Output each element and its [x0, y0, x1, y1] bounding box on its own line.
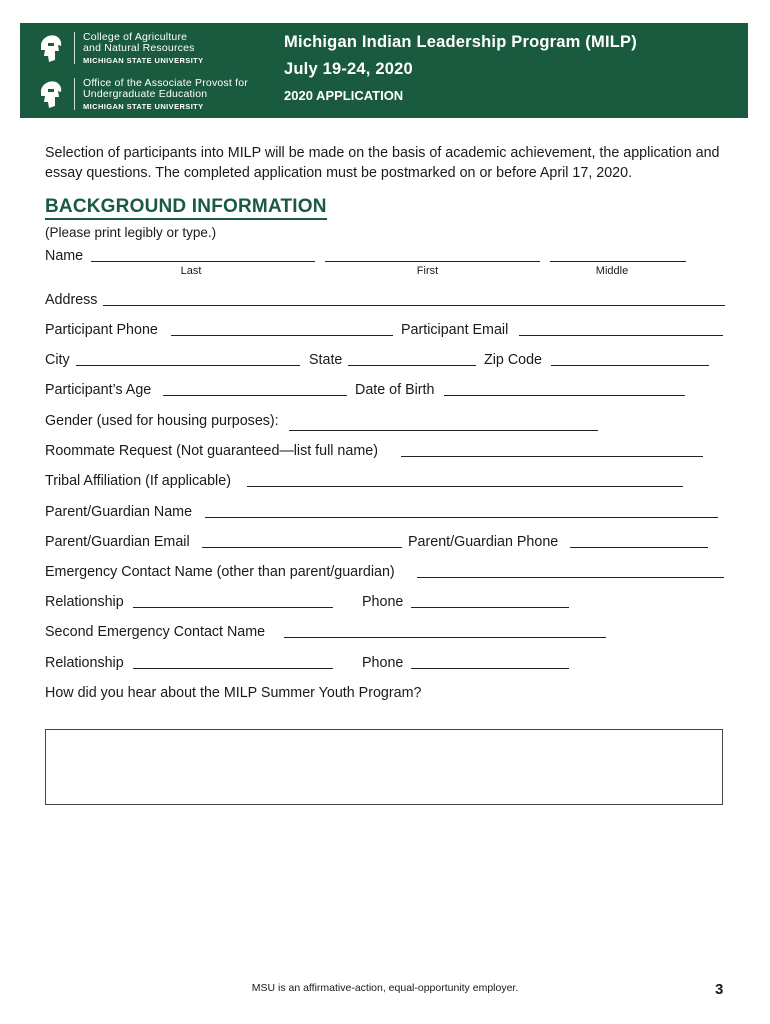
section-title: BACKGROUND INFORMATION [45, 196, 327, 220]
roommate-label: Roommate Request (Not guaranteed—list full name) [45, 443, 378, 459]
address-label: Address [45, 292, 98, 308]
intro-paragraph: Selection of participants into MILP will be made on the basis of academic achievement, the application and essay questions. The completed application must be postmarked on or before April 17, 2020. [45, 145, 720, 181]
guardian-email-field[interactable] [202, 547, 402, 548]
age-label: Participant’s Age [45, 382, 152, 398]
city-label: City [45, 352, 70, 368]
guardian-phone-label: Parent/Guardian Phone [408, 534, 559, 550]
undergrad-ed-logo [38, 78, 248, 112]
relationship2-label: Relationship [45, 655, 124, 671]
tribal-label: Tribal Affiliation (If applicable) [45, 473, 231, 489]
application-label: 2020 APPLICATION [284, 88, 404, 103]
logo2-line1: Office of the Associate Provost for [83, 77, 248, 89]
header-banner [20, 23, 748, 118]
roommate-field[interactable] [401, 456, 703, 457]
dob-label: Date of Birth [355, 382, 435, 398]
second-emergency-label: Second Emergency Contact Name [45, 624, 266, 640]
program-title: Michigan Indian Leadership Program (MILP) [284, 33, 637, 51]
spartan-helmet-icon [38, 34, 64, 64]
page-number: 3 [715, 981, 724, 998]
guardian-name-field[interactable] [205, 517, 718, 518]
logo2-line2: Undergraduate Education [83, 88, 208, 100]
zip-field[interactable] [551, 365, 709, 366]
emergency-name-field[interactable] [417, 577, 724, 578]
zip-label: Zip Code [484, 352, 543, 368]
relationship2-field[interactable] [133, 668, 333, 669]
first-caption: First [416, 265, 439, 277]
dob-field[interactable] [444, 395, 685, 396]
spartan-helmet-icon [38, 80, 64, 110]
program-dates: July 19-24, 2020 [284, 60, 413, 78]
address-field[interactable] [103, 305, 725, 306]
emergency-name-label: Emergency Contact Name (other than parent/guardian) [45, 564, 395, 580]
last-caption: Last [180, 265, 202, 277]
guardian-name-label: Parent/Guardian Name [45, 504, 193, 520]
logo2-university: MICHIGAN STATE UNIVERSITY [83, 102, 204, 111]
logo1-university: MICHIGAN STATE UNIVERSITY [83, 56, 204, 65]
logo1-line2: and Natural Resources [83, 42, 195, 54]
phone2-label: Phone [362, 655, 404, 671]
canr-logo [38, 32, 204, 66]
phone2-field[interactable] [411, 668, 569, 669]
age-field[interactable] [163, 395, 347, 396]
second-emergency-field[interactable] [284, 637, 606, 638]
guardian-email-label: Parent/Guardian Email [45, 534, 190, 550]
first-name-field[interactable] [325, 261, 540, 262]
guardian-phone-field[interactable] [570, 547, 708, 548]
participant-email-label: Participant Email [401, 322, 509, 338]
name-label: Name [45, 248, 84, 264]
gender-field[interactable] [289, 430, 598, 431]
logo-divider [74, 78, 75, 110]
city-field[interactable] [76, 365, 300, 366]
state-label: State [309, 352, 343, 368]
hear-about-label: How did you hear about the MILP Summer Youth Program? [45, 685, 422, 701]
relationship1-label: Relationship [45, 594, 124, 610]
relationship1-field[interactable] [133, 607, 333, 608]
logo1-line1: College of Agriculture [83, 31, 188, 43]
phone1-label: Phone [362, 594, 404, 610]
middle-name-field[interactable] [550, 261, 686, 262]
phone1-field[interactable] [411, 607, 569, 608]
print-note: (Please print legibly or type.) [45, 225, 217, 240]
footer-statement: MSU is an affirmative-action, equal-opportunity employer. [251, 982, 519, 994]
hear-about-answer-box[interactable] [45, 729, 723, 805]
gender-label: Gender (used for housing purposes): [45, 413, 279, 429]
participant-phone-label: Participant Phone [45, 322, 158, 338]
state-field[interactable] [348, 365, 476, 366]
participant-phone-field[interactable] [171, 335, 393, 336]
participant-email-field[interactable] [519, 335, 723, 336]
tribal-field[interactable] [247, 486, 683, 487]
logo-divider [74, 32, 75, 64]
middle-caption: Middle [595, 265, 629, 277]
last-name-field[interactable] [91, 261, 315, 262]
